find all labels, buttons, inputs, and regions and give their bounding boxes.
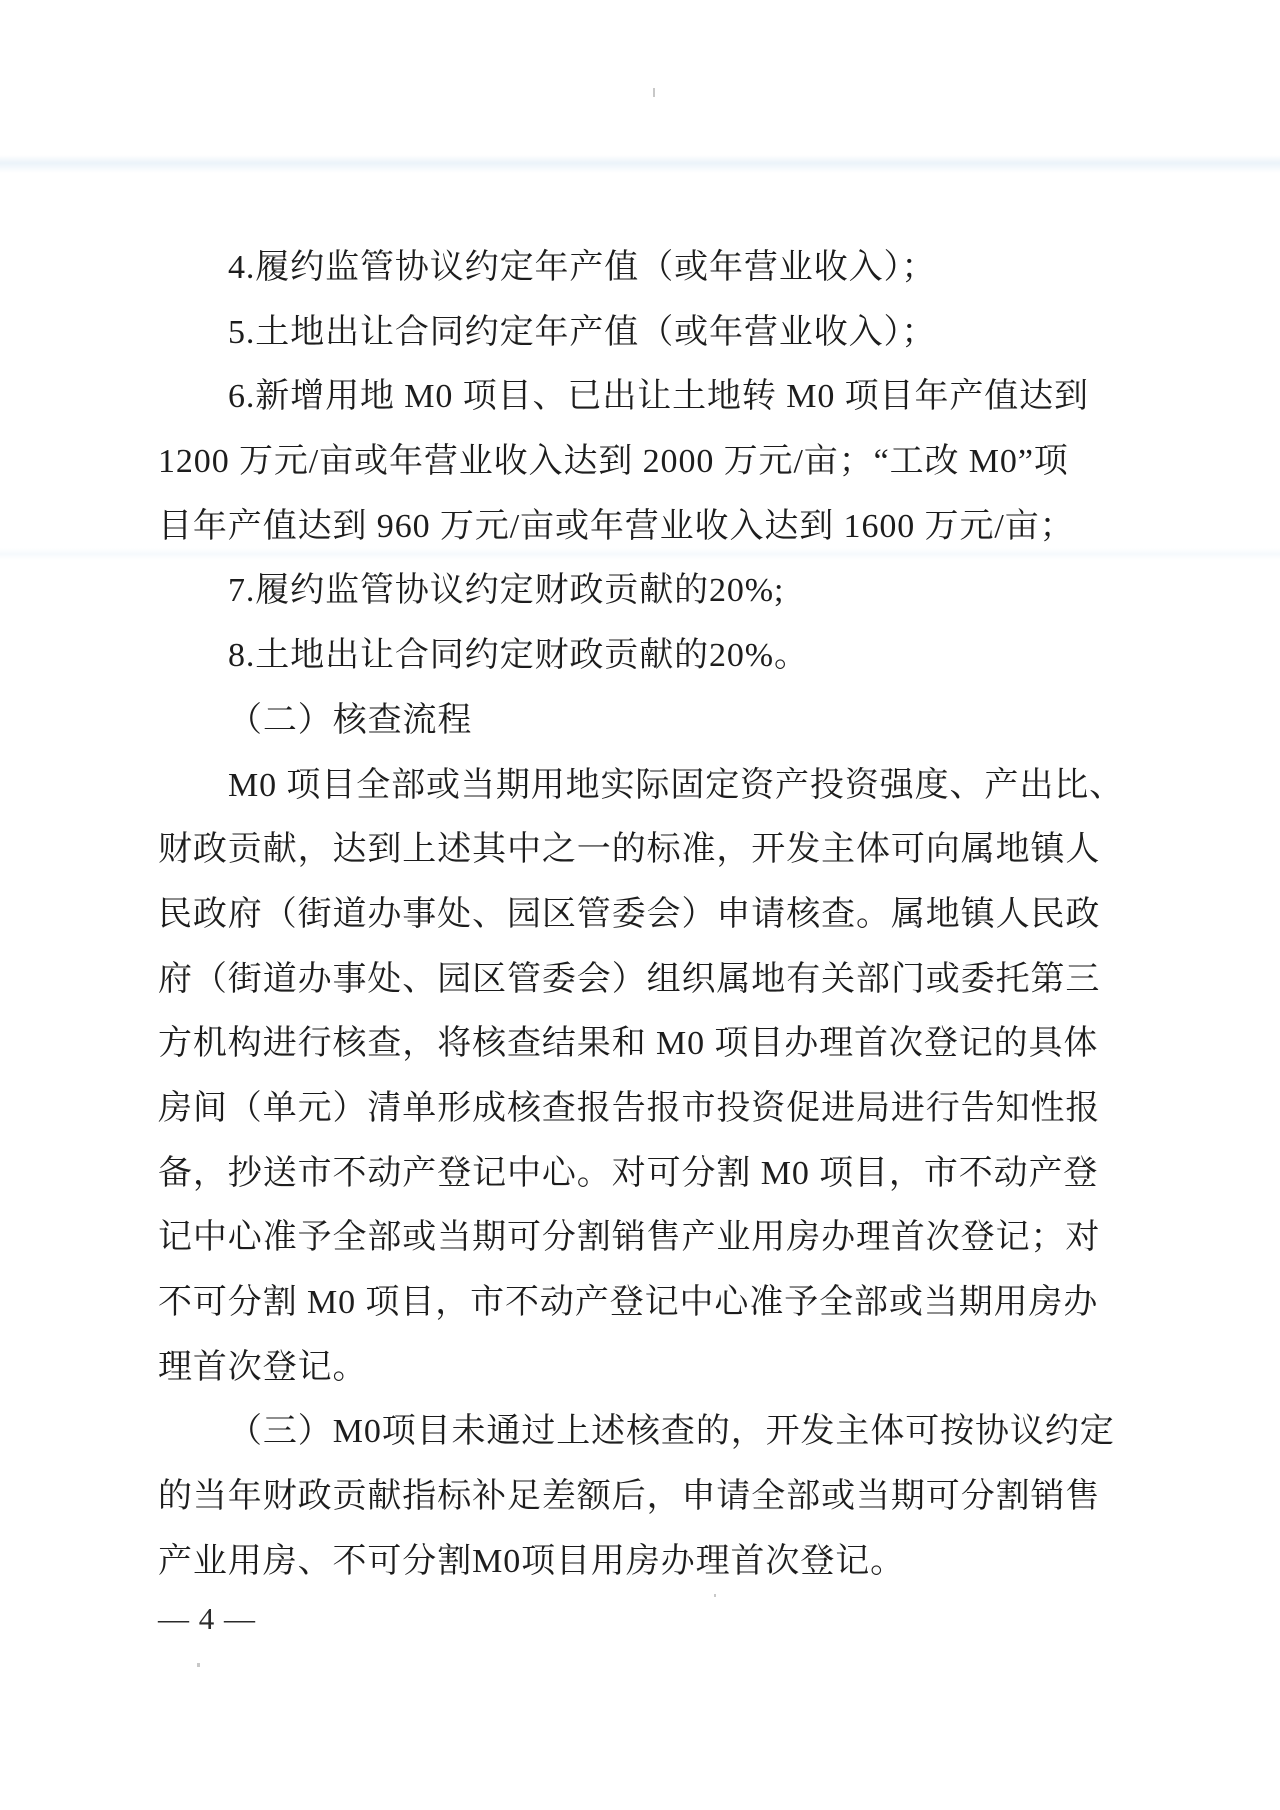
scan-speck — [653, 88, 655, 97]
text-line: 方机构进行核查，将核查结果和 M0 项目办理首次登记的具体 — [158, 1025, 1099, 1063]
scan-speck — [197, 1663, 200, 1667]
document-body — [158, 236, 1125, 1637]
text-line: 记中心准予全部或当期可分割销售产业用房办理首次登记；对 — [158, 1219, 1101, 1257]
text-line: 民政府（街道办事处、园区管委会）申请核查。属地镇人民政 — [158, 895, 1101, 933]
text-line: 府（街道办事处、园区管委会）组织属地有关部门或委托第三 — [158, 960, 1101, 998]
text-line: 6.新增用地 M0 项目、已出让土地转 M0 项目年产值达到 — [228, 378, 1089, 416]
page-number: — 4 — — [158, 1601, 256, 1637]
text-line: 5.土地出让合同约定年产值（或年营业收入）； — [228, 313, 937, 351]
text-line: 1200 万元/亩或年营业收入达到 2000 万元/亩；“工改 M0”项 — [158, 443, 1069, 481]
text-line: 财政贡献，达到上述其中之一的标准，开发主体可向属地镇人 — [158, 831, 1101, 869]
scan-artifact-band-top — [0, 155, 1280, 173]
text-line: （三）M0项目未通过上述核查的，开发主体可按协议约定 — [228, 1413, 1115, 1451]
text-line: 房间（单元）清单形成核查报告报市投资促进局进行告知性报 — [158, 1089, 1101, 1127]
text-line: 不可分割 M0 项目，市不动产登记中心准予全部或当期用房办 — [158, 1284, 1099, 1321]
text-line: M0 项目全部或当期用地实际固定资产投资强度、产出比、 — [228, 766, 1125, 804]
text-line: 目年产值达到 960 万元/亩或年营业收入达到 1600 万元/亩； — [158, 507, 1075, 545]
text-line: 8.土地出让合同约定财政贡献的20%。 — [228, 637, 809, 675]
text-line: 7.履约监管协议约定财政贡献的20%; — [228, 572, 785, 610]
text-line: 产业用房、不可分割M0项目用房办理首次登记。 — [158, 1542, 906, 1580]
text-line: 理首次登记。 — [158, 1348, 368, 1386]
text-line: 的当年财政贡献指标补足差额后，申请全部或当期可分割销售 — [158, 1478, 1101, 1516]
section-heading: （二）核查流程 — [228, 701, 473, 739]
text-line: 备，抄送市不动产登记中心。对可分割 M0 项目，市不动产登 — [158, 1154, 1099, 1192]
text-line: 4.履约监管协议约定年产值（或年营业收入）； — [228, 249, 937, 286]
